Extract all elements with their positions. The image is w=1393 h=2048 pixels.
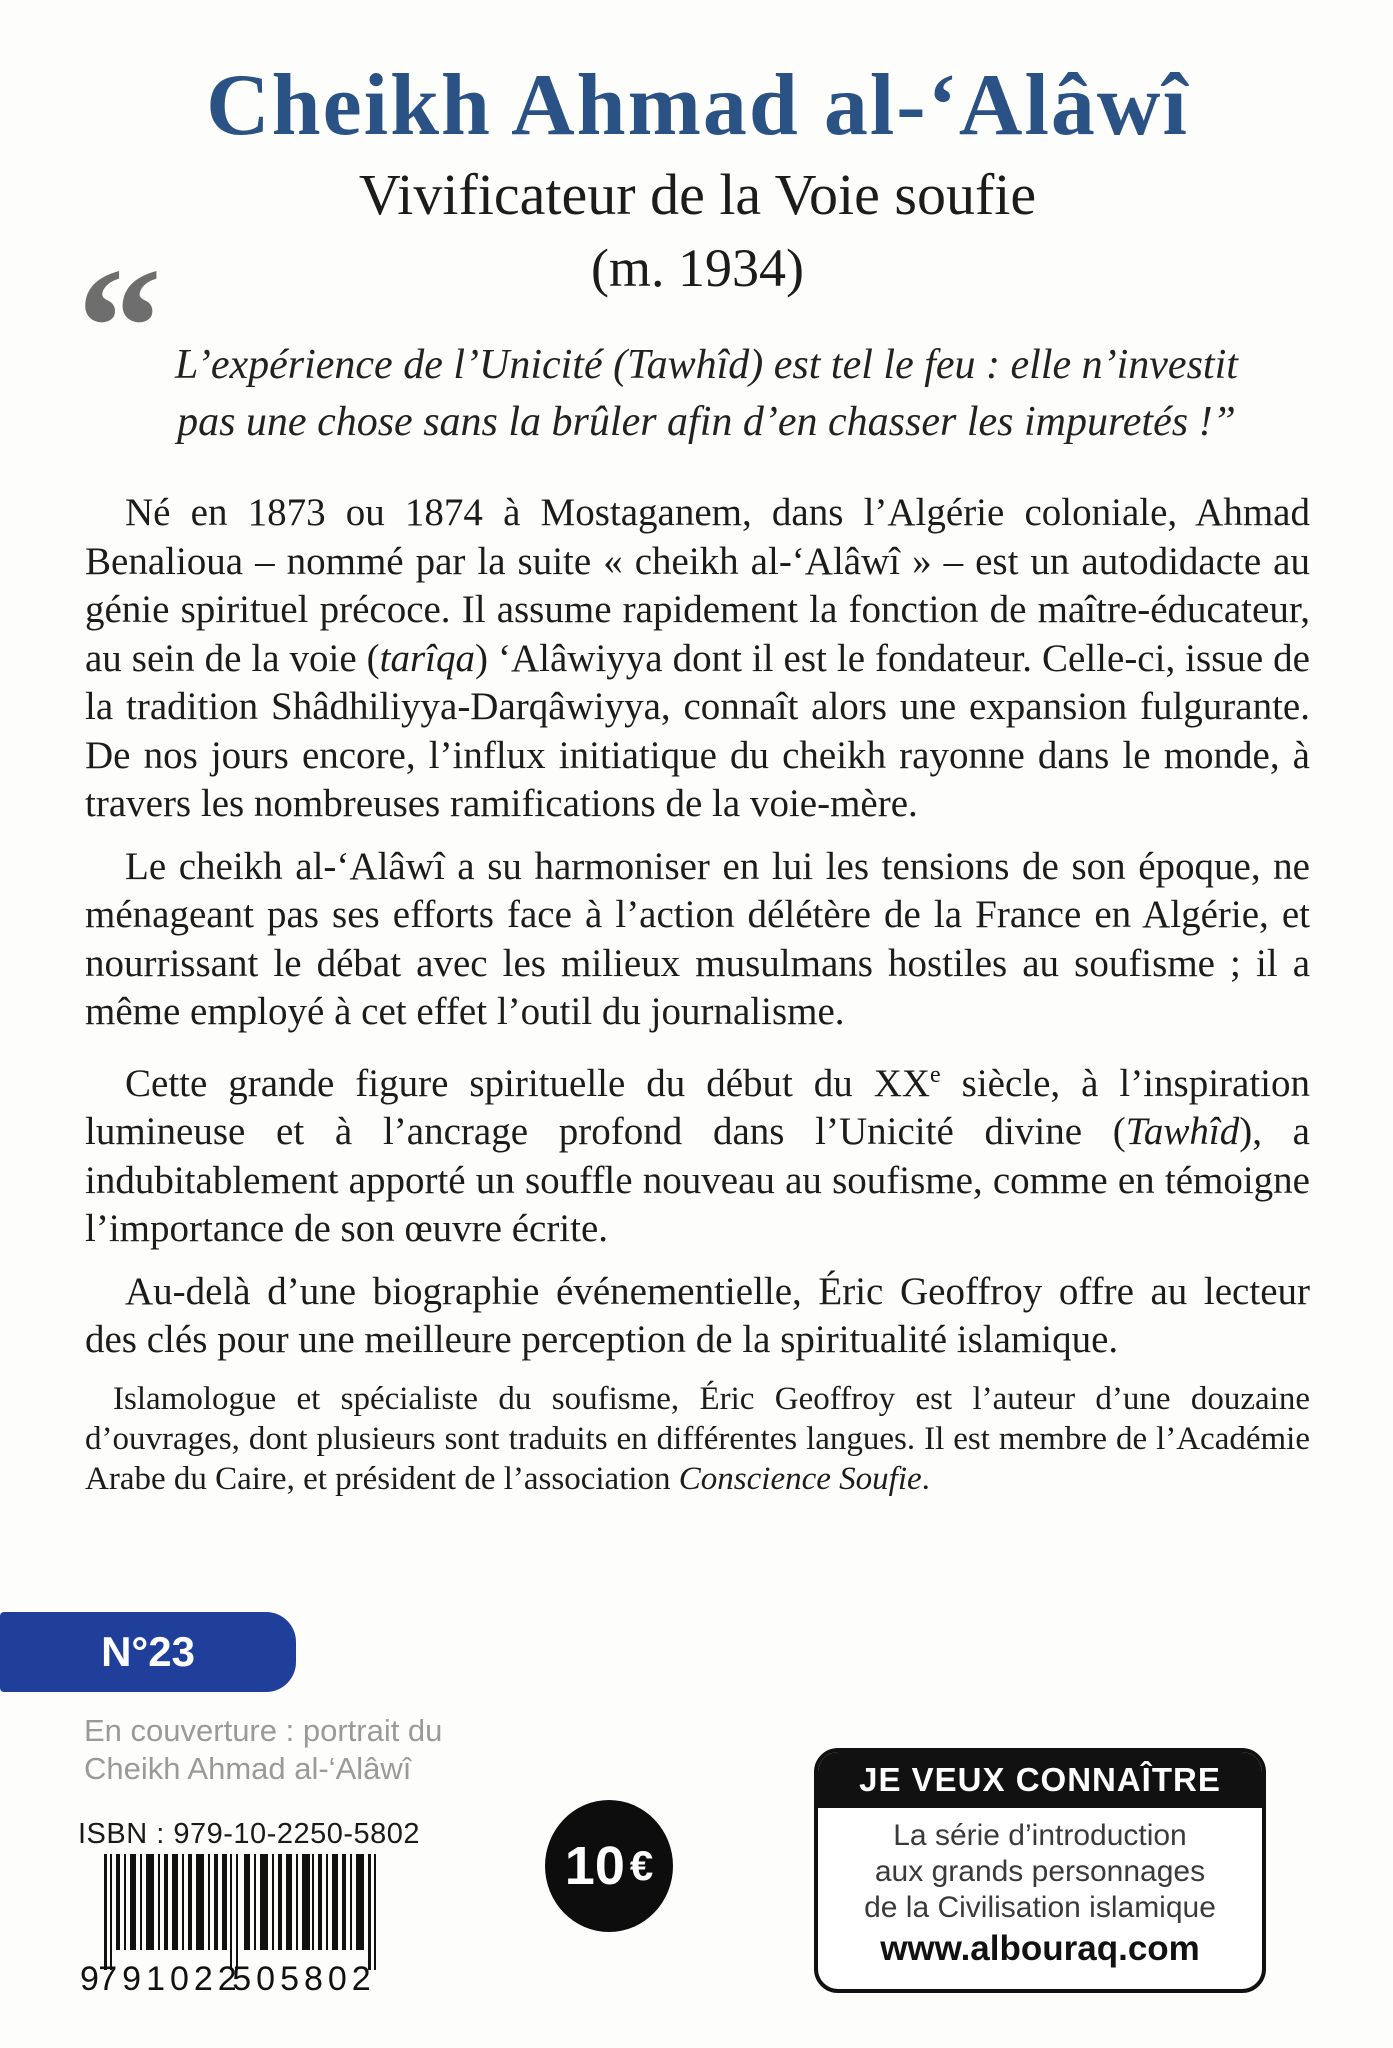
barcode-digits-group2: 505802: [232, 1960, 376, 1996]
cover-note-line-2: Cheikh Ahmad al-‘Alâwî: [84, 1751, 412, 1786]
description-block: [85, 489, 1310, 1499]
euro-currency-icon: €: [629, 1842, 654, 1889]
paragraph-2: Le cheikh al-‘Alâwî a su harmoniser en lui les tensions de son époque, ne ménageant pas ses efforts face à l’action délétère de la France en Algérie, et nourrissant le débat avec les milieux musulmans hostiles au soufisme ; il a même employé à cet effet l’outil du journalisme.: [85, 844, 1310, 1033]
death-date: (m. 1934): [591, 238, 804, 298]
series-box-line-2: aux grands personnages: [874, 1855, 1206, 1888]
paragraph-4: Au-delà d’une biographie événementielle, Éric Geoffroy offre au lecteur des clés pour une meilleure perception de la spiritualité islamique.: [85, 1269, 1310, 1361]
publisher-website: www.albouraq.com: [880, 1929, 1200, 1968]
quote-line-1: L’expérience de l’Unicité (Tawhîd) est tel le feu : elle n’investit: [175, 342, 1238, 388]
paragraph-3: Cette grande figure spirituelle du début du XXe siècle, à l’inspiration lumineuse et à l’ancrage profond dans l’Unicité divine (Tawhîd), a indubitablement apporté un souffle nouveau au soufisme, comme en témoigne l’importance de son œuvre écrite.: [85, 1061, 1310, 1250]
book-subtitle: Vivificateur de la Voie soufie: [358, 162, 1037, 227]
cover-note-line-1: En couverture : portrait du: [84, 1713, 443, 1748]
barcode-digits-group1: 791022: [98, 1960, 242, 1996]
barcode-bars: [80, 1854, 386, 1996]
series-box-line-3: de la Civilisation islamique: [864, 1891, 1216, 1924]
isbn-label: ISBN : 979-10-2250-5802: [78, 1818, 420, 1850]
barcode-digit-lead: 9: [80, 1960, 99, 1996]
paragraph-1: Né en 1873 ou 1874 à Mostaganem, dans l’Algérie coloniale, Ahmad Benalioua – nommé par la suite « cheikh al-‘Alâwî » – est un autodidacte au génie spirituel précoce. Il assume rapidement la fonction de maître-éducateur, au sein de la voie (tarîqa) ‘Alâwiyya dont il est le fondateur. Celle-ci, issue de la tradition Shâdhiliyya-Darqâwiyya, connaît alors une expansion fulgurante. De nos jours encore, l’influx initiatique du cheikh rayonne dans le monde, à travers les nombreuses ramifications de la voie-mère.: [85, 491, 1310, 825]
series-box-body: [818, 1808, 1262, 1967]
series-number-badge: [0, 1612, 296, 1692]
series-number: N°23: [101, 1628, 195, 1675]
series-info-box: [814, 1748, 1266, 1993]
ean-barcode: [80, 1854, 386, 2001]
series-box-line-1: La série d’introduction: [893, 1819, 1187, 1852]
quote-line-2: pas une chose sans la brûler afin d’en chasser les impuretés !”: [177, 399, 1236, 445]
cover-photo-note: [84, 1712, 442, 1788]
book-title: Cheikh Ahmad al-‘Alâwî: [206, 57, 1189, 154]
price-badge: [545, 1800, 673, 1932]
price-amount: 10: [564, 1836, 625, 1896]
open-quote-icon: “: [77, 233, 162, 421]
series-box-header: JE VEUX CONNAÎTRE: [818, 1752, 1262, 1808]
author-note: Islamologue et spécialiste du soufisme, Éric Geoffroy est l’auteur d’une douzaine d’ouvrages, dont plusieurs sont traduits en différentes langues. Il est membre de l’Académie Arabe du Caire, et président de l’association Conscience Soufie.: [85, 1380, 1310, 1497]
